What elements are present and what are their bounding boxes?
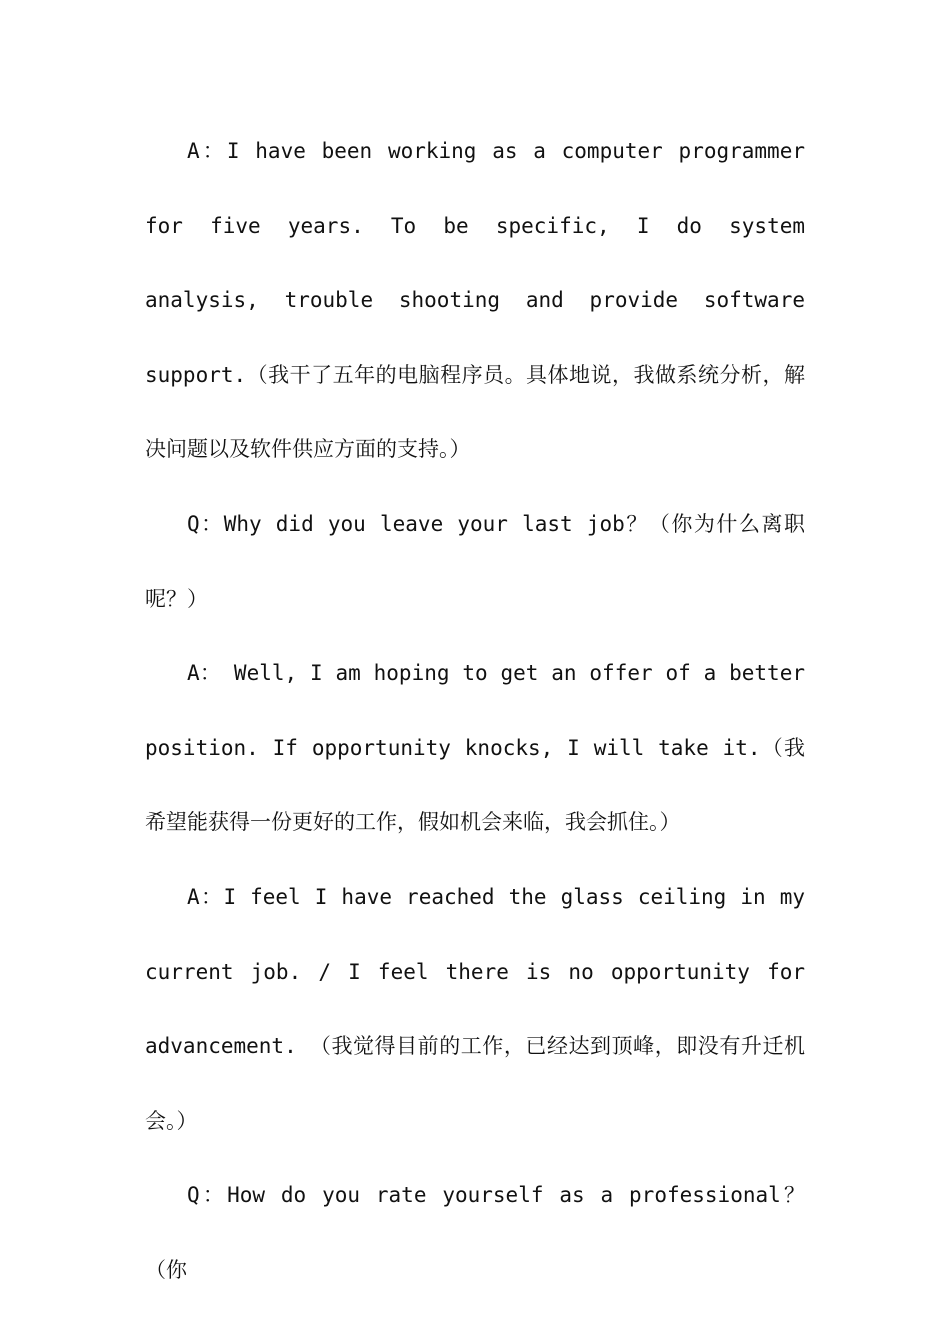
answer-paragraph-glass-ceiling: A：I feel I have reached the glass ceiling in my current job. / I feel there is no opportunity for advancement. （我觉得目前的工作，已经达到顶峰，即没有升迁机会。） <box>145 884 805 1133</box>
document-body <box>145 114 805 1308</box>
answer-paragraph-programmer: A：I have been working as a computer programmer for five years. To be specific, I do system analysis, trouble shooting and provide software support.（我干了五年的电脑程序员。具体地说，我做系统分析，解决问题以及软件供应方面的支持。） <box>145 139 805 462</box>
answer-paragraph-better-position: A： Well, I am hoping to get an offer of a better position. If opportunity knocks, I will take it.（我希望能获得一份更好的工作，假如机会来临，我会抓住。） <box>145 661 805 835</box>
question-paragraph-leave-job: Q：Why did you leave your last job？（你为什么离职呢？） <box>145 511 805 611</box>
question-paragraph-rate-yourself: Q：How do you rate yourself as a professional？（你 <box>145 1183 805 1282</box>
